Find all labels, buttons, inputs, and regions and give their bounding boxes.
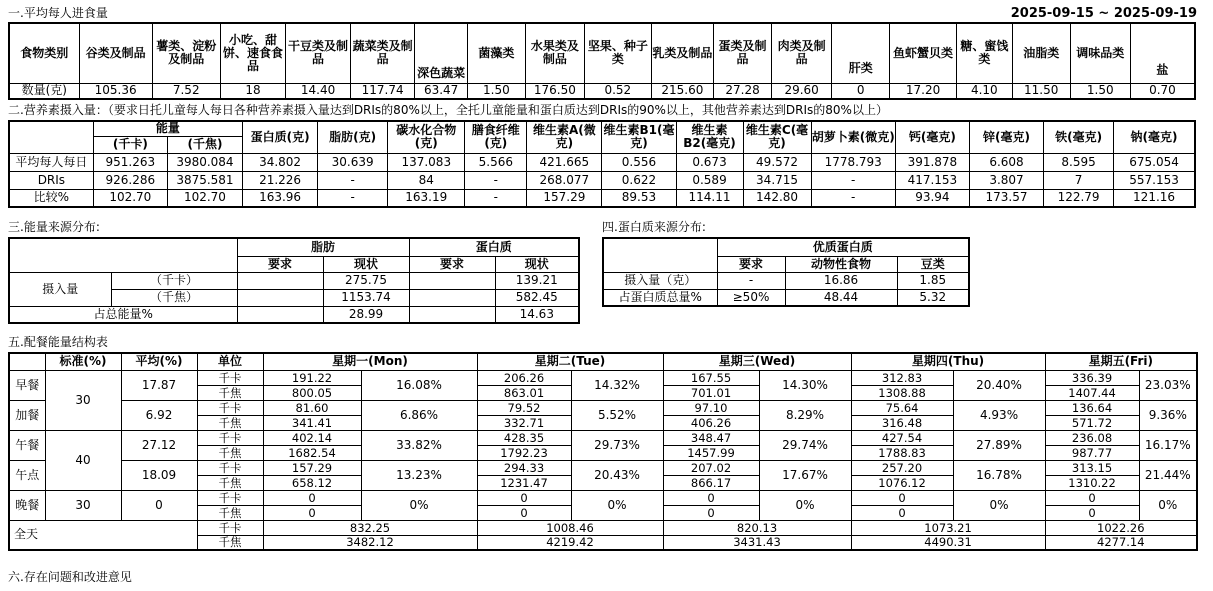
total-kcal-value: 1073.21 [851, 520, 1045, 535]
fat-req-kj [237, 289, 323, 306]
intake-value: 17.20 [890, 83, 957, 99]
protein-kj: 582.45 [495, 289, 579, 306]
nutrient-row-avg [9, 153, 1195, 171]
meal-avg: 18.09 [121, 460, 197, 490]
protein-req-kcal [409, 272, 495, 289]
nutrient-cell: 391.878 [895, 153, 969, 171]
nutrient-cell: 557.153 [1114, 171, 1195, 189]
intake-value: 0.70 [1130, 83, 1195, 99]
meal-pct: 14.30% [759, 370, 851, 400]
intake-header: 谷类及制品 [79, 23, 152, 83]
meal-kcal-value: 348.47 [663, 430, 759, 445]
nutrient-cell: 157.29 [527, 189, 602, 207]
nutrient-cell: 8.595 [1044, 153, 1114, 171]
meal-kj-value: 866.17 [663, 475, 759, 490]
nutrient-cell: 89.53 [602, 189, 676, 207]
meal-row [9, 460, 1197, 475]
total-kcal-value: 820.13 [663, 520, 851, 535]
nutrient-cell: - [811, 189, 895, 207]
meal-std: 40 [45, 430, 121, 490]
intake-header: 鱼虾蟹贝类 [890, 23, 957, 83]
intake-value: 0.52 [584, 83, 651, 99]
kj-label: （千焦） [111, 289, 237, 306]
total-kcal-value: 832.25 [263, 520, 477, 535]
nutrient-cell: - [318, 189, 388, 207]
intake-value: 7.52 [152, 83, 220, 99]
intake-label: 摄入量 [9, 272, 111, 306]
meal-pct: 16.08% [361, 370, 477, 400]
intake-value: 105.36 [79, 83, 152, 99]
fat-cur-header: 现状 [323, 256, 409, 272]
nutrient-row-label: 比较% [9, 189, 93, 207]
fat-req-pct [237, 306, 323, 323]
nutrient-header: 钙(毫克) [895, 121, 969, 153]
meal-unit: 千焦 [197, 385, 263, 400]
meal-kj-value: 1076.12 [851, 475, 953, 490]
protein-cell: 16.86 [785, 272, 897, 289]
animal-header: 动物性食物 [785, 256, 897, 272]
total-label: 全天 [9, 520, 197, 550]
protein-cell: 1.85 [897, 272, 969, 289]
protein-cell: ≥50% [717, 289, 785, 306]
intake-header: 坚果、种子类 [584, 23, 651, 83]
nutrient-cell: 34.715 [743, 171, 811, 189]
meal-pct: 4.93% [953, 400, 1045, 430]
energy-kj-header: (千焦) [167, 136, 242, 153]
intake-header-row [9, 23, 1195, 83]
meal-kj-value: 1788.83 [851, 445, 953, 460]
meal-kj-value: 800.05 [263, 385, 361, 400]
nutrient-cell: 0.589 [676, 171, 743, 189]
nutrient-table [8, 120, 1196, 208]
meal-kj-value: 1231.47 [477, 475, 571, 490]
nutrient-cell: 5.566 [465, 153, 527, 171]
nutrient-header: 脂肪(克) [318, 121, 388, 153]
meal-kj-value: 406.26 [663, 415, 759, 430]
total-unit: 千焦 [197, 535, 263, 550]
meal-pct: 27.89% [953, 430, 1045, 460]
protein-intake-label: 摄入量（克） [603, 272, 717, 289]
total-kcal-value: 1008.46 [477, 520, 663, 535]
meal-kj-value: 1682.54 [263, 445, 361, 460]
meal-avg: 6.92 [121, 400, 197, 430]
meal-kcal-value: 157.29 [263, 460, 361, 475]
bean-header: 豆类 [897, 256, 969, 272]
meal-kcal-value: 0 [851, 490, 953, 505]
nutrient-cell: 3.807 [969, 171, 1043, 189]
pct-label: 占总能量% [9, 306, 237, 323]
nutrient-cell: 926.286 [93, 171, 167, 189]
nutrient-cell: 84 [388, 171, 465, 189]
intake-header: 薯类、淀粉及制品 [152, 23, 220, 83]
meal-pct: 21.44% [1139, 460, 1197, 490]
nutrient-cell: - [465, 171, 527, 189]
meal-avg: 17.87 [121, 370, 197, 400]
section-title-meal-energy: 五.配餐能量结构表 [8, 335, 108, 349]
intake-value: 0 [832, 83, 890, 99]
intake-value: 4.10 [956, 83, 1012, 99]
meal-name: 午点 [9, 460, 45, 490]
day-header: 星期五(Fri) [1045, 353, 1197, 370]
nutrient-cell: 102.70 [93, 189, 167, 207]
protein-cur-header: 现状 [495, 256, 579, 272]
nutrient-cell: 3875.581 [167, 171, 242, 189]
nutrient-cell: 173.57 [969, 189, 1043, 207]
kcal-label: （千卡） [111, 272, 237, 289]
quality-protein-header: 优质蛋白质 [717, 238, 969, 256]
meal-kcal-value: 167.55 [663, 370, 759, 385]
meal-unit: 千卡 [197, 400, 263, 415]
nutrient-header: 膳食纤维(克) [465, 121, 527, 153]
meal-kj-value: 0 [263, 505, 361, 520]
protein-req-pct [409, 306, 495, 323]
nutrient-cell: 7 [1044, 171, 1114, 189]
nutrient-header: 锌(毫克) [969, 121, 1043, 153]
nutrient-header: 维生素C(毫克) [743, 121, 811, 153]
section-title-protein-source: 四.蛋白质来源分布: [602, 220, 706, 234]
meal-kj-value: 571.72 [1045, 415, 1139, 430]
nutrient-row-label: 平均每人每日 [9, 153, 93, 171]
meal-kcal-value: 0 [477, 490, 571, 505]
intake-header: 肉类及制品 [772, 23, 832, 83]
intake-value: 63.47 [415, 83, 468, 99]
total-row [9, 520, 1197, 535]
section-title-nutrients: 二.营养素摄入量：（要求日托儿童每人每日各种营养素摄入量达到DRIs的80%以上，全托儿童能量和蛋白质达到DRIs的90%以上，其他营养素达到DRIs的80%以上） [8, 103, 888, 117]
meal-kcal-value: 81.60 [263, 400, 361, 415]
meal-kj-value: 987.77 [1045, 445, 1139, 460]
meal-kcal-value: 97.10 [663, 400, 759, 415]
intake-header: 蛋类及制品 [714, 23, 772, 83]
nutrient-header: 蛋白质(克) [243, 121, 318, 153]
nutrient-header: 碳水化合物(克) [388, 121, 465, 153]
intake-table [8, 22, 1196, 100]
meal-pct: 16.78% [953, 460, 1045, 490]
nutrient-cell: 675.054 [1114, 153, 1195, 171]
total-kj-value: 3431.43 [663, 535, 851, 550]
fat-header: 脂肪 [237, 238, 409, 256]
meal-kcal-value: 191.22 [263, 370, 361, 385]
meal-kcal-value: 0 [663, 490, 759, 505]
meal-std: 30 [45, 370, 121, 430]
intake-header: 乳类及制品 [651, 23, 713, 83]
section-title-issues: 六.存在问题和改进意见 [8, 570, 132, 584]
nutrient-row-dris [9, 171, 1195, 189]
energy-kcal-header: (千卡) [93, 136, 167, 153]
protein-cell: 48.44 [785, 289, 897, 306]
intake-header: 水果类及制品 [525, 23, 584, 83]
protein-req-header: 要求 [409, 256, 495, 272]
meal-pct: 23.03% [1139, 370, 1197, 400]
day-header: 星期三(Wed) [663, 353, 851, 370]
intake-header: 深色蔬菜 [415, 23, 468, 83]
intake-header: 肝类 [832, 23, 890, 83]
protein-header: 蛋白质 [409, 238, 579, 256]
nutrient-cell: 163.19 [388, 189, 465, 207]
nutrient-row-ratio [9, 189, 1195, 207]
meal-kcal-value: 206.26 [477, 370, 571, 385]
intake-value: 215.60 [651, 83, 713, 99]
meal-kcal-value: 236.08 [1045, 430, 1139, 445]
intake-header: 油脂类 [1012, 23, 1070, 83]
meal-kcal-value: 294.33 [477, 460, 571, 475]
protein-source-table [602, 237, 970, 307]
protein-pct-label: 占蛋白质总量% [603, 289, 717, 306]
nutrient-cell: 1778.793 [811, 153, 895, 171]
meal-kcal-value: 0 [1045, 490, 1139, 505]
meal-row [9, 400, 1197, 415]
unit-header: 单位 [197, 353, 263, 370]
meal-avg: 0 [121, 490, 197, 520]
protein-req-kj [409, 289, 495, 306]
total-kj-value: 4490.31 [851, 535, 1045, 550]
meal-kcal-value: 402.14 [263, 430, 361, 445]
meal-pct: 20.40% [953, 370, 1045, 400]
meal-energy-table [8, 352, 1198, 551]
meal-kcal-value: 257.20 [851, 460, 953, 475]
fat-req-kcal [237, 272, 323, 289]
meal-kj-value: 316.48 [851, 415, 953, 430]
meal-kj-value: 658.12 [263, 475, 361, 490]
meal-unit: 千卡 [197, 490, 263, 505]
req-header: 要求 [717, 256, 785, 272]
meal-corner [9, 353, 45, 370]
intake-value: 29.60 [772, 83, 832, 99]
intake-header: 糖、蜜饯类 [956, 23, 1012, 83]
nutrient-cell: 421.665 [527, 153, 602, 171]
nutrient-row-label: DRIs [9, 171, 93, 189]
meal-row [9, 370, 1197, 385]
meal-unit: 千焦 [197, 415, 263, 430]
meal-pct: 14.32% [571, 370, 663, 400]
total-kj-value: 3482.12 [263, 535, 477, 550]
meal-kj-value: 863.01 [477, 385, 571, 400]
intake-header: 盐 [1130, 23, 1195, 83]
fat-kcal: 275.75 [323, 272, 409, 289]
meal-kcal-value: 428.35 [477, 430, 571, 445]
meal-name: 晚餐 [9, 490, 45, 520]
meal-kcal-value: 313.15 [1045, 460, 1139, 475]
intake-value: 14.40 [286, 83, 351, 99]
total-kcal-value: 1022.26 [1045, 520, 1197, 535]
nutrient-cell: 0.556 [602, 153, 676, 171]
meal-pct: 20.43% [571, 460, 663, 490]
intake-row-label: 数量(克) [9, 83, 79, 99]
meal-pct: 6.86% [361, 400, 477, 430]
section-title-energy-source: 三.能量来源分布: [8, 220, 100, 234]
nutrient-cell: 0.622 [602, 171, 676, 189]
intake-value: 176.50 [525, 83, 584, 99]
protein-cell: - [717, 272, 785, 289]
nutrient-cell: 0.673 [676, 153, 743, 171]
meal-kj-value: 701.01 [663, 385, 759, 400]
intake-header: 菌藻类 [467, 23, 525, 83]
meal-kcal-value: 79.52 [477, 400, 571, 415]
meal-kj-value: 1308.88 [851, 385, 953, 400]
nutrient-cell: 34.802 [243, 153, 318, 171]
meal-unit: 千卡 [197, 370, 263, 385]
meal-pct: 0% [571, 490, 663, 520]
meal-unit: 千卡 [197, 430, 263, 445]
meal-row [9, 490, 1197, 505]
intake-value: 18 [220, 83, 286, 99]
meal-std: 30 [45, 490, 121, 520]
intake-header: 调味品类 [1070, 23, 1130, 83]
meal-kj-value: 0 [477, 505, 571, 520]
meal-name: 早餐 [9, 370, 45, 400]
nutrient-cell: 3980.084 [167, 153, 242, 171]
nutrient-cell: 30.639 [318, 153, 388, 171]
intake-value: 27.28 [714, 83, 772, 99]
nutrient-header: 胡萝卜素(微克) [811, 121, 895, 153]
fat-pct: 28.99 [323, 306, 409, 323]
meal-avg: 27.12 [121, 430, 197, 460]
meal-kj-value: 1792.23 [477, 445, 571, 460]
nutrient-cell: 268.077 [527, 171, 602, 189]
avg-header: 平均(%) [121, 353, 197, 370]
intake-header: 干豆类及制品 [286, 23, 351, 83]
nutrient-corner [9, 121, 93, 153]
nutrient-cell: 49.572 [743, 153, 811, 171]
meal-kj-value: 332.71 [477, 415, 571, 430]
meal-pct: 17.67% [759, 460, 851, 490]
meal-kcal-value: 312.83 [851, 370, 953, 385]
nutrient-cell: 121.16 [1114, 189, 1195, 207]
meal-pct: 0% [953, 490, 1045, 520]
nutrient-cell: 417.153 [895, 171, 969, 189]
intake-header: 蔬菜类及制品 [350, 23, 415, 83]
meal-pct: 0% [759, 490, 851, 520]
meal-kcal-value: 0 [263, 490, 361, 505]
intake-value: 1.50 [467, 83, 525, 99]
intake-value-row [9, 83, 1195, 99]
day-header: 星期一(Mon) [263, 353, 477, 370]
meal-kcal-value: 427.54 [851, 430, 953, 445]
meal-kj-value: 1310.22 [1045, 475, 1139, 490]
nutrient-cell: - [465, 189, 527, 207]
meal-unit: 千焦 [197, 505, 263, 520]
protein-kcal: 139.21 [495, 272, 579, 289]
nutrient-header: 钠(毫克) [1114, 121, 1195, 153]
meal-row [9, 430, 1197, 445]
meal-pct: 0% [361, 490, 477, 520]
meal-kj-value: 0 [851, 505, 953, 520]
std-header: 标准(%) [45, 353, 121, 370]
energy-source-table [8, 237, 580, 324]
nutrient-header: 铁(毫克) [1044, 121, 1114, 153]
meal-pct: 8.29% [759, 400, 851, 430]
meal-unit: 千焦 [197, 445, 263, 460]
nutrient-header: 维生素A(微克) [527, 121, 602, 153]
meal-pct: 13.23% [361, 460, 477, 490]
meal-kj-value: 0 [1045, 505, 1139, 520]
meal-kj-value: 341.41 [263, 415, 361, 430]
meal-pct: 16.17% [1139, 430, 1197, 460]
nutrient-cell: 114.11 [676, 189, 743, 207]
intake-value: 1.50 [1070, 83, 1130, 99]
day-header: 星期四(Thu) [851, 353, 1045, 370]
meal-kcal-value: 136.64 [1045, 400, 1139, 415]
nutrient-cell: 951.263 [93, 153, 167, 171]
meal-kcal-value: 75.64 [851, 400, 953, 415]
nutrient-cell: 93.94 [895, 189, 969, 207]
nutrient-cell: - [811, 171, 895, 189]
intake-corner: 食物类别 [9, 23, 79, 83]
nutrient-cell: - [318, 171, 388, 189]
nutrient-cell: 163.96 [243, 189, 318, 207]
meal-kcal-value: 336.39 [1045, 370, 1139, 385]
protein-pct: 14.63 [495, 306, 579, 323]
intake-header: 小吃、甜饼、速食食品 [220, 23, 286, 83]
nutrient-cell: 142.80 [743, 189, 811, 207]
protein-source-corner [603, 238, 717, 272]
fat-kj: 1153.74 [323, 289, 409, 306]
total-unit: 千卡 [197, 520, 263, 535]
intake-value: 11.50 [1012, 83, 1070, 99]
nutrient-cell: 21.226 [243, 171, 318, 189]
meal-pct: 29.74% [759, 430, 851, 460]
total-kj-value: 4219.42 [477, 535, 663, 550]
meal-kj-value: 0 [663, 505, 759, 520]
total-kj-value: 4277.14 [1045, 535, 1197, 550]
nutrient-cell: 102.70 [167, 189, 242, 207]
nutrient-header: 维生素B2(毫克) [676, 121, 743, 153]
energy-source-corner [9, 238, 237, 272]
meal-pct: 9.36% [1139, 400, 1197, 430]
day-header: 星期二(Tue) [477, 353, 663, 370]
meal-pct: 0% [1139, 490, 1197, 520]
energy-header: 能量 [93, 121, 242, 136]
meal-pct: 5.52% [571, 400, 663, 430]
date-range: 2025-09-15 ~ 2025-09-19 [1010, 6, 1197, 21]
meal-name: 加餐 [9, 400, 45, 430]
fat-req-header: 要求 [237, 256, 323, 272]
meal-header-row [9, 353, 1197, 370]
meal-kcal-value: 207.02 [663, 460, 759, 475]
meal-name: 午餐 [9, 430, 45, 460]
meal-unit: 千焦 [197, 475, 263, 490]
meal-unit: 千卡 [197, 460, 263, 475]
intake-value: 117.74 [350, 83, 415, 99]
meal-pct: 29.73% [571, 430, 663, 460]
nutrient-cell: 137.083 [388, 153, 465, 171]
nutrient-cell: 6.608 [969, 153, 1043, 171]
meal-kj-value: 1407.44 [1045, 385, 1139, 400]
meal-kj-value: 1457.99 [663, 445, 759, 460]
meal-pct: 33.82% [361, 430, 477, 460]
nutrient-header: 维生素B1(毫克) [602, 121, 676, 153]
section-title-intake: 一.平均每人进食量 [8, 6, 108, 20]
nutrient-cell: 122.79 [1044, 189, 1114, 207]
protein-cell: 5.32 [897, 289, 969, 306]
